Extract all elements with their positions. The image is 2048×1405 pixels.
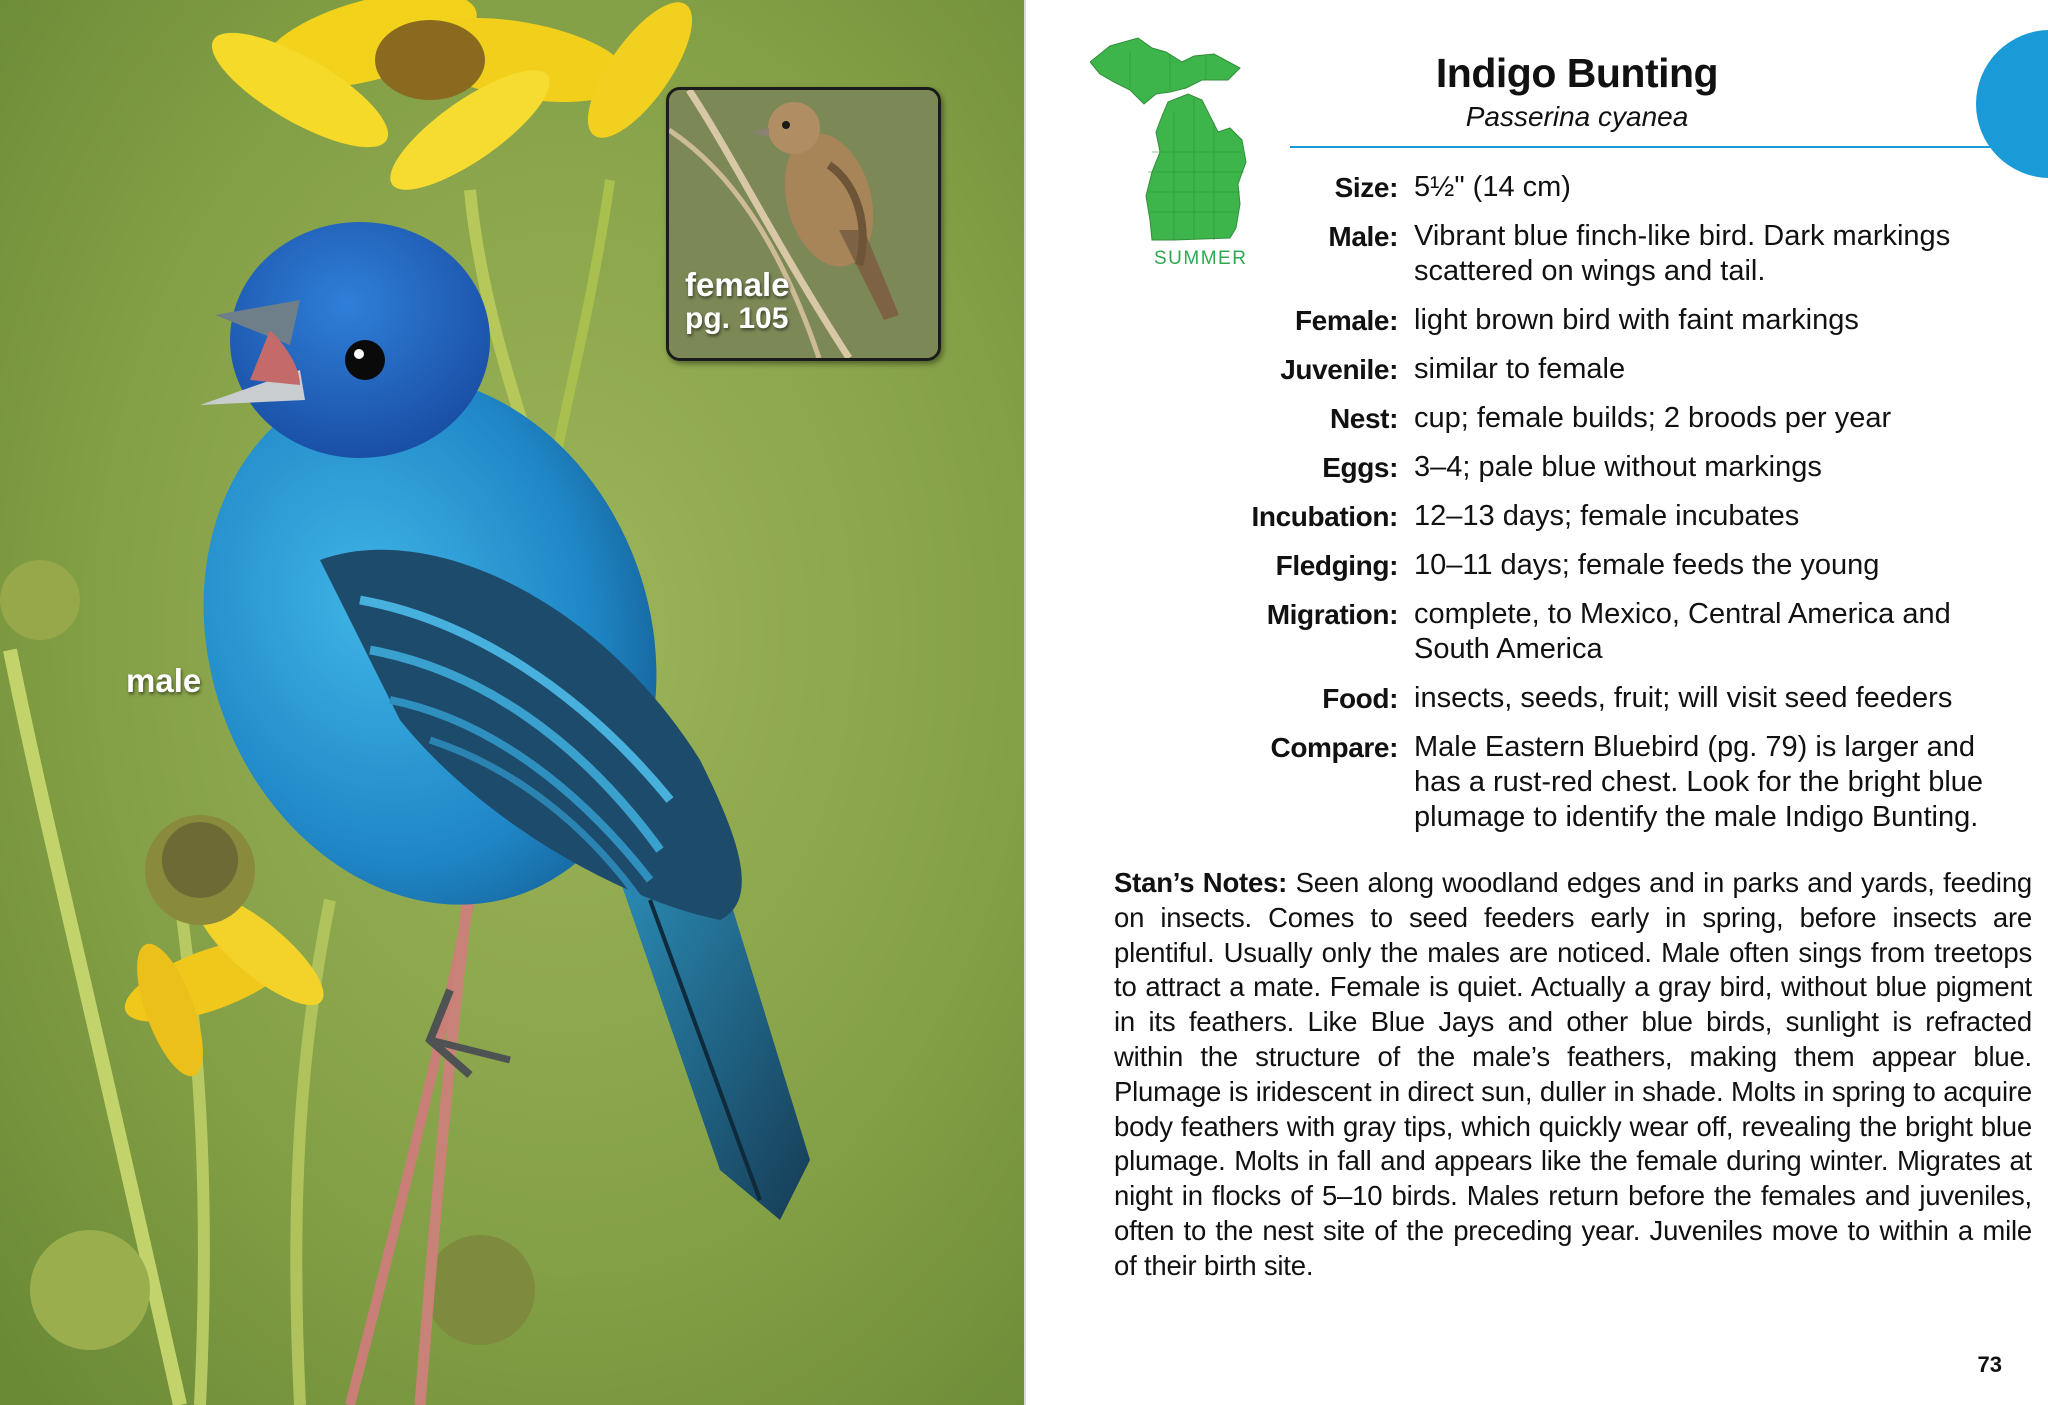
male-photo-label: male: [126, 662, 202, 699]
fact-value: cup; female builds; 2 broods per year: [1414, 402, 1892, 434]
fact-food: [1126, 681, 2026, 716]
fact-label: Male:: [1328, 221, 1398, 252]
fact-label: Migration:: [1266, 599, 1398, 630]
fact-fledging: [1126, 548, 2026, 583]
fact-size: [1126, 170, 2026, 205]
fact-juvenile: [1126, 352, 2026, 387]
fact-male: [1126, 219, 2026, 289]
fact-value: Vibrant blue finch-like bird. Dark markings scattered on wings and tail.: [1414, 220, 1951, 287]
fact-label: Juvenile:: [1280, 354, 1398, 385]
color-tab-marker: [1976, 30, 2048, 178]
title-block: [1282, 50, 1872, 133]
fact-female: [1126, 303, 2026, 338]
fact-label: Incubation:: [1251, 501, 1398, 532]
species-name: Indigo Bunting: [1435, 50, 1719, 96]
fact-value: complete, to Mexico, Central America and South America: [1414, 598, 1951, 665]
fact-migration: [1126, 597, 2026, 667]
fact-list: [1126, 170, 2026, 849]
fact-label: Food:: [1322, 683, 1398, 714]
fact-value: Male Eastern Bluebird (pg. 79) is larger and has a rust-red chest. Look for the bright blue plumage to identify the male Indigo Bunting.: [1414, 731, 1984, 833]
scientific-name: Passerina cyanea: [1465, 101, 1689, 132]
female-page-reference: pg. 105: [685, 302, 789, 335]
fact-label: Fledging:: [1275, 550, 1398, 581]
fact-value: similar to female: [1414, 353, 1626, 385]
fact-label: Eggs:: [1322, 452, 1398, 483]
page-number: 73: [1977, 1352, 2002, 1377]
fact-label: Nest:: [1329, 403, 1398, 434]
fact-compare: [1126, 730, 2026, 835]
title-divider: [1290, 146, 2030, 148]
fact-incubation: [1126, 499, 2026, 534]
fact-label: Compare:: [1270, 732, 1398, 763]
stans-notes: [1114, 866, 2032, 1284]
fact-value: insects, seeds, fruit; will visit seed feeders: [1414, 682, 1953, 714]
fact-value: 12–13 days; female incubates: [1414, 500, 1800, 532]
fact-label: Female:: [1294, 305, 1398, 336]
fact-value: 3–4; pale blue without markings: [1414, 451, 1822, 483]
notes-label: Stan’s Notes:: [1114, 867, 1288, 898]
female-photo-label: female: [685, 266, 790, 303]
fact-value: 10–11 days; female feeds the young: [1414, 549, 1880, 581]
range-season-label: SUMMER: [1154, 248, 1248, 269]
fact-label: Size:: [1334, 172, 1398, 203]
fact-nest: [1126, 401, 2026, 436]
fact-eggs: [1126, 450, 2026, 485]
female-inset-photo: [666, 87, 941, 361]
fact-value: light brown bird with faint markings: [1414, 304, 1859, 336]
inset-label: [685, 268, 790, 336]
notes-text: Seen along woodland edges and in parks and yards, feeding on insects. Comes to seed feeders early in spring, before insects are plentiful. Usually only the males are noticed. Male often sings from treetops to attract a mate. Female is quiet. Actually a gray bird, without blue pigment in its feathers. Like Blue Jays and other blue birds, sunlight is refracted within the structure of the male’s feathers, making them appear blue. Plumage is iridescent in direct sun, duller in shade. Molts in spring to acquire body feathers with gray tips, which quickly wear off, revealing the bright blue plumage. Molts in fall and appears like the female during winter. Migrates at night in flocks of 5–10 birds. Males return before the females and juveniles, often to the nest site of the preceding year. Juveniles move to within a mile of their birth site.: [1114, 867, 2033, 1281]
species-info-page: [1024, 0, 2048, 1405]
fact-value: 5½" (14 cm): [1414, 171, 1571, 203]
